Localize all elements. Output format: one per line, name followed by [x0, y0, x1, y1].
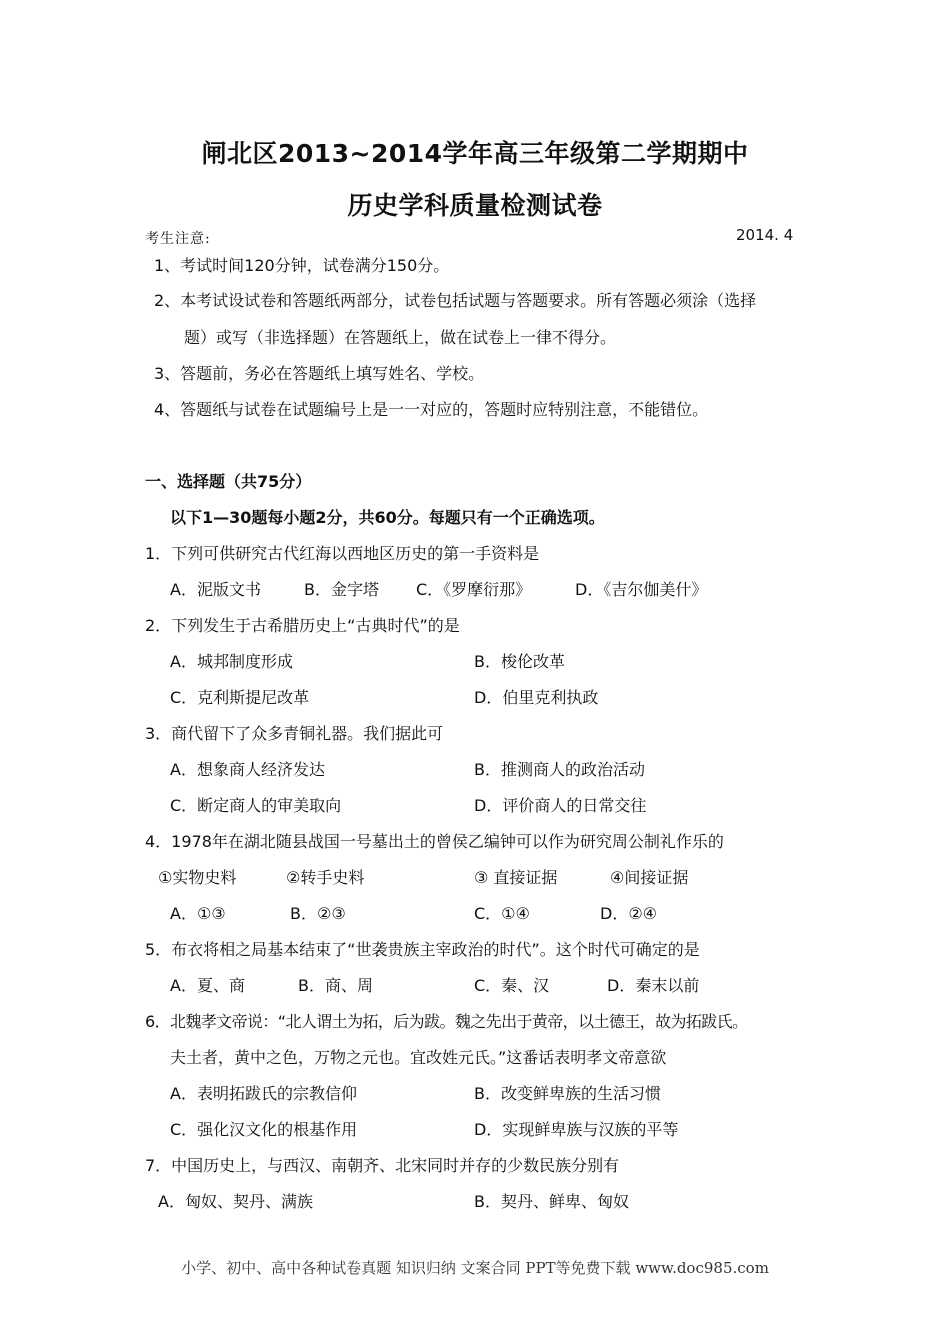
option-b: B．商、周	[298, 976, 373, 995]
option-b: B．梭伦改革	[474, 652, 565, 671]
notice-label: 考生注意:	[145, 231, 211, 247]
question-stem: 7．中国历史上，与西汉、南朝齐、北宋同时并存的少数民族分别有	[145, 1156, 620, 1175]
option-c: C．断定商人的审美取向	[170, 796, 342, 815]
option-c: C．克利斯提尼改革	[170, 688, 310, 707]
question-stem: 3．商代留下了众多青铜礼器。我们据此可	[145, 724, 444, 743]
notice-item-3: 3、答题前，务必在答题纸上填写姓名、学校。	[154, 364, 485, 383]
option-a: A．①③	[170, 904, 226, 923]
option-d: D．秦末以前	[607, 976, 700, 995]
notice-item-1: 1、考试时间120分钟，试卷满分150分。	[154, 256, 450, 275]
title-line-1: 闸北区2013~2014学年高三年级第二学期期中	[201, 139, 749, 168]
option-b: B．改变鲜卑族的生活习惯	[474, 1084, 661, 1103]
statement-1: ①实物史料	[158, 868, 237, 887]
option-b: B．②③	[290, 904, 346, 923]
option-b: B．金字塔	[304, 580, 379, 599]
statement-4: ④间接证据	[610, 868, 689, 887]
section-heading: 一、选择题（共75分）	[145, 472, 312, 491]
exam-date: 2014. 4	[736, 226, 794, 244]
question-stem-cont: 夫土者，黄中之色，万物之元也。宜改姓元氏。”这番话表明孝文帝意欲	[170, 1048, 667, 1067]
option-d: D．评价商人的日常交往	[474, 796, 647, 815]
option-d: D．②④	[600, 904, 658, 923]
option-b: B．推测商人的政治活动	[474, 760, 645, 779]
option-c: C．强化汉文化的根基作用	[170, 1120, 358, 1139]
notice-item-2-cont: 题）或写（非选择题）在答题纸上，做在试卷上一律不得分。	[184, 328, 617, 347]
option-d: D．《吉尔伽美什》	[575, 580, 708, 599]
notice-item-2: 2、本考试设试卷和答题纸两部分，试卷包括试题与答题要求。所有答题必须涂（选择	[154, 291, 757, 310]
option-c: C．①④	[474, 904, 530, 923]
option-a: A．匈奴、契丹、满族	[158, 1192, 313, 1211]
option-a: A．夏、商	[170, 976, 245, 995]
footer-text: 小学、初中、高中各种试卷真题 知识归纳 文案合同 PPT等免费下载 www.doc985.com	[181, 1259, 769, 1277]
question-stem: 5．布衣将相之局基本结束了“世袭贵族主宰政治的时代”。这个时代可确定的是	[145, 940, 700, 959]
option-d: D．实现鲜卑族与汉族的平等	[474, 1120, 679, 1139]
option-b: B．契丹、鲜卑、匈奴	[474, 1192, 629, 1211]
question-stem: 2．下列发生于古希腊历史上“古典时代”的是	[145, 616, 460, 635]
option-a: A．泥版文书	[170, 580, 261, 599]
option-a: A．表明拓跋氏的宗教信仰	[170, 1084, 357, 1103]
title-line-2: 历史学科质量检测试卷	[347, 191, 603, 220]
option-d: D．伯里克利执政	[474, 688, 599, 707]
statement-3: ③ 直接证据	[474, 868, 558, 887]
question-stem: 4．1978年在湖北随县战国一号墓出土的曾侯乙编钟可以作为研究周公制礼作乐的	[145, 832, 724, 851]
section-instruction: 以下1—30题每小题2分，共60分。每题只有一个正确选项。	[170, 508, 605, 527]
option-a: A．城邦制度形成	[170, 652, 293, 671]
option-c: C．《罗摩衍那》	[416, 580, 532, 599]
option-c: C．秦、汉	[474, 976, 550, 995]
question-stem: 6．北魏孝文帝说：“北人谓土为拓，后为跋。魏之先出于黄帝，以土德王，故为拓跋氏。	[145, 1012, 748, 1031]
notice-item-4: 4、答题纸与试卷在试题编号上是一一对应的，答题时应特别注意，不能错位。	[154, 400, 709, 419]
question-stem: 1．下列可供研究古代红海以西地区历史的第一手资料是	[145, 544, 540, 563]
statement-2: ②转手史料	[286, 868, 365, 887]
option-a: A．想象商人经济发达	[170, 760, 325, 779]
